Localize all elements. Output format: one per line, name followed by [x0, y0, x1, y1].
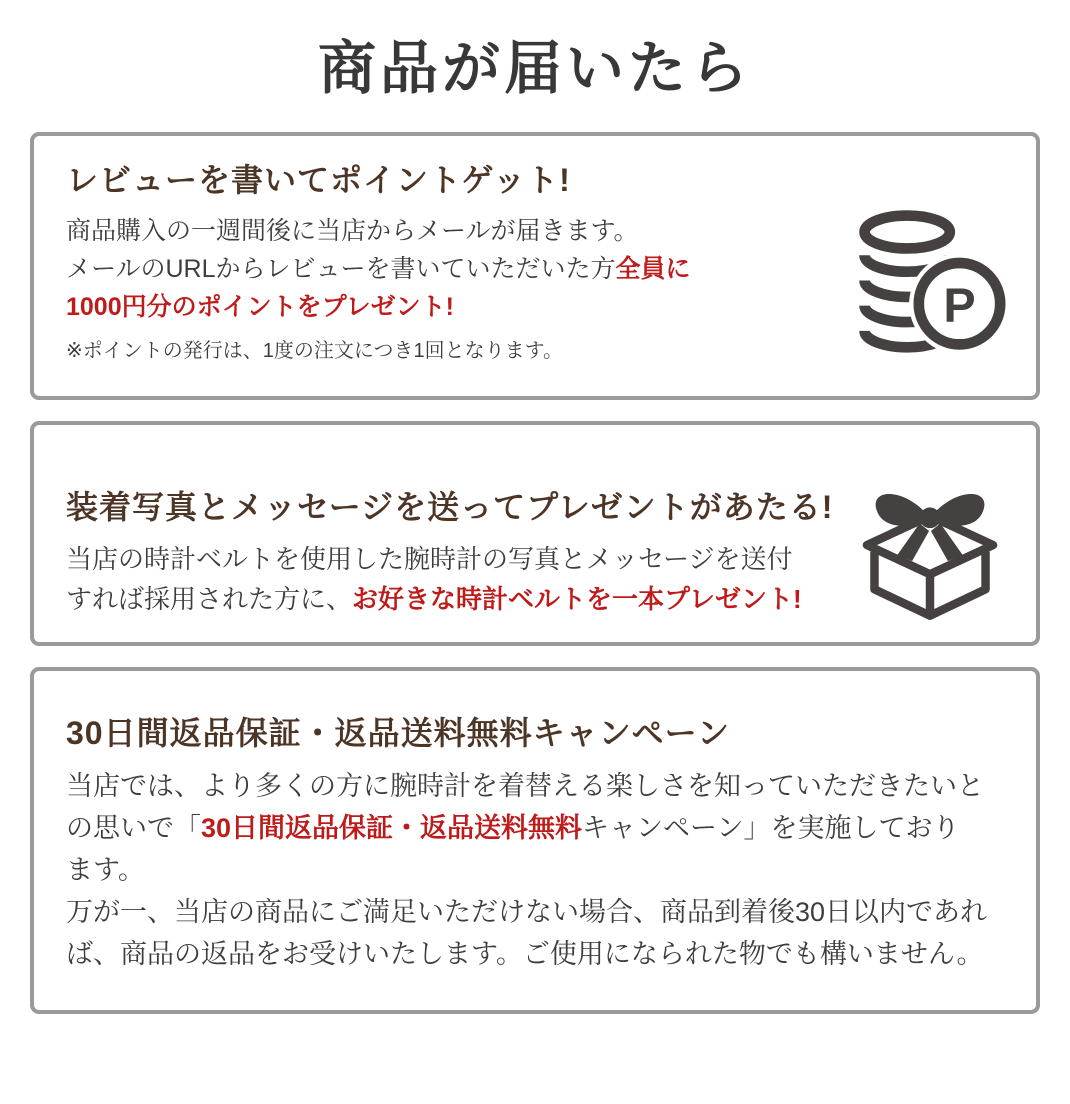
return-guarantee-body	[66, 765, 1006, 975]
photo-present-text	[66, 487, 843, 619]
text-line: 万が一、当店の商品にご満足いただけない場合、商品到着後30日以内であれ	[66, 897, 988, 927]
svg-text:P: P	[942, 278, 976, 333]
photo-present-body	[66, 539, 843, 619]
text-line: すれば採用された方に、お好きな時計ベルトを一本プレゼント!	[66, 583, 802, 614]
info-boxes	[0, 132, 1070, 1014]
return-guarantee-text	[66, 713, 1006, 975]
page-title: 商品が届いたら	[317, 36, 752, 101]
text-line: の思いで「30日間返品保証・返品送料無料キャンペーン」を実施しており	[66, 813, 960, 843]
photo-present-heading: 装着写真とメッセージを送ってプレゼントがあたる!	[66, 488, 834, 525]
info-box-review-points	[30, 132, 1040, 400]
text-line: 当店の時計ベルトを使用した腕時計の写真とメッセージを送付	[66, 543, 793, 574]
text-line: 当店では、より多くの方に腕時計を着替える楽しさを知っていただきたいと	[66, 771, 984, 801]
return-guarantee-heading: 30日間返品保証・返品送料無料キャンペーン	[66, 715, 730, 751]
text-line: ※ポイントの発行は、1度の注文につき1回となります。	[66, 340, 564, 362]
review-points-heading: レビューを書いてポイントゲット!	[66, 162, 571, 198]
text-line: 商品購入の一週間後に当店からメールが届きます。	[66, 217, 639, 245]
gift-box-icon	[847, 458, 1012, 633]
text-line: 1000円分のポイントをプレゼント!	[66, 293, 454, 321]
point-coins-icon	[848, 198, 1008, 358]
review-points-body	[66, 212, 840, 370]
review-points-text	[66, 160, 840, 370]
info-box-return-guarantee	[30, 667, 1040, 1014]
info-box-photo-present	[30, 421, 1040, 646]
text-line: メールのURLからレビューを書いていただいた方全員に	[66, 255, 691, 283]
text-line: ます。	[66, 855, 145, 885]
text-line: ば、商品の返品をお受けいたします。ご使用になられた物でも構いません。	[66, 939, 984, 969]
